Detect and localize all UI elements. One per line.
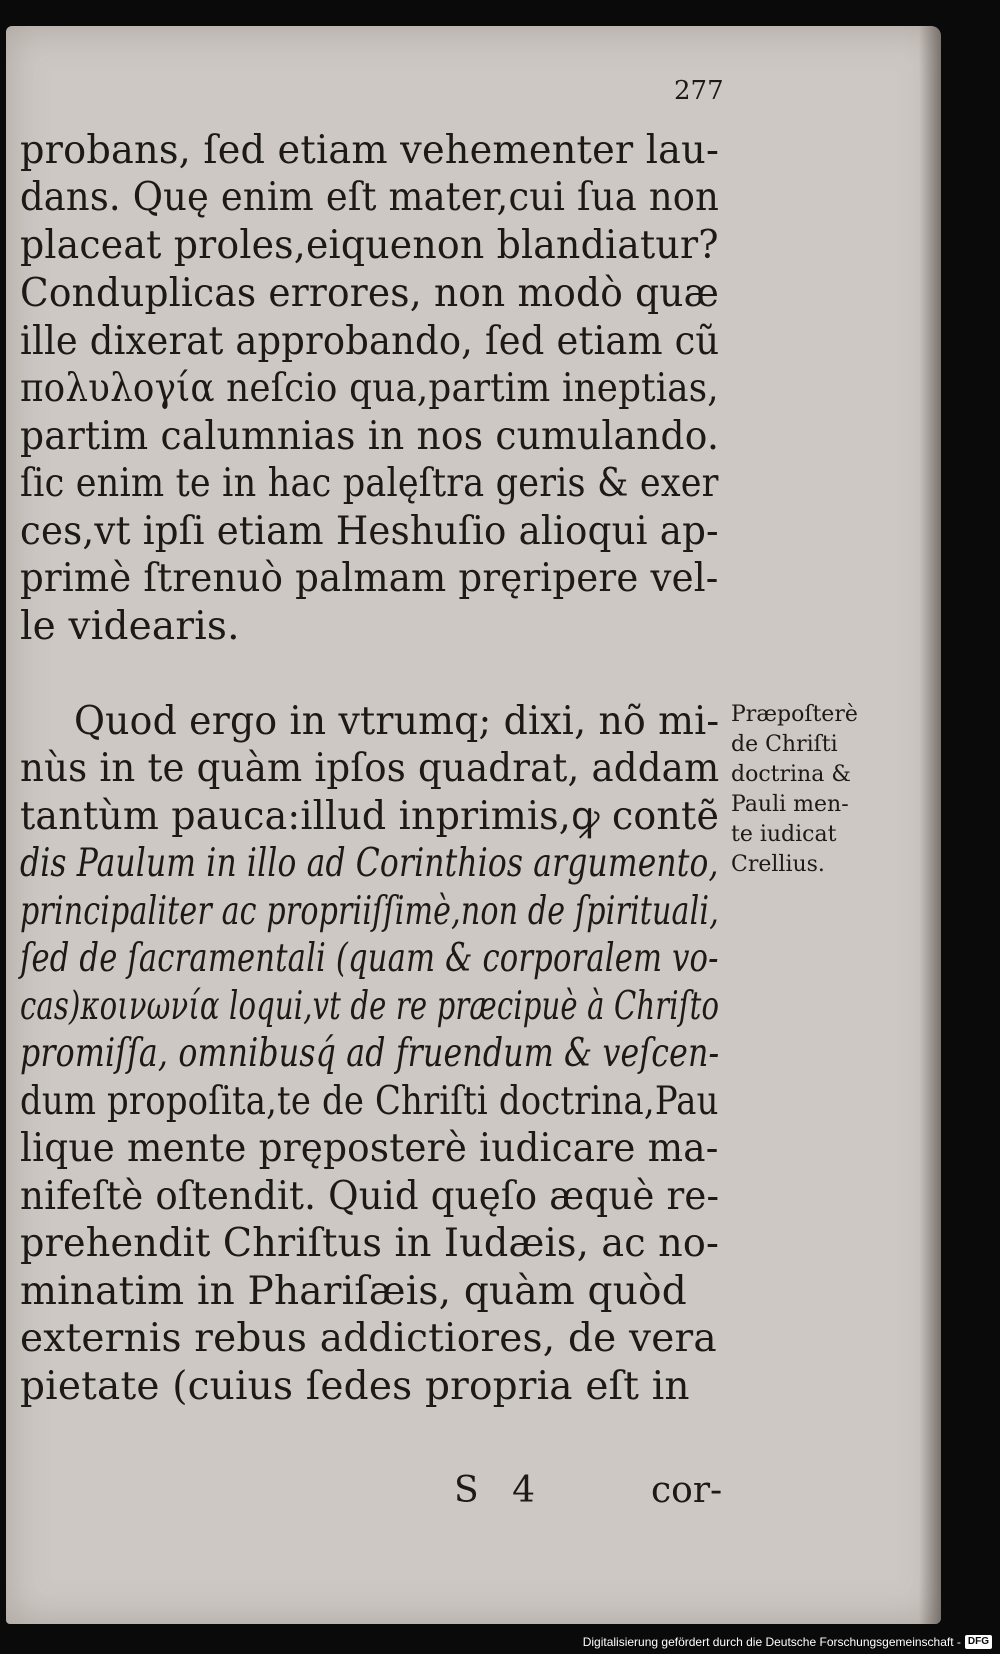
text-line: placeat proles,eiquenon blandiatur? (20, 223, 719, 268)
text-line: lique mente pręposterè iudicare ma- (20, 1126, 719, 1171)
text-line-italic: principaliter ac propriiſſimè,non de ſpirituali, (20, 889, 719, 934)
text-line: Quod ergo in vtrumq; dixi, nõ mi- (74, 699, 720, 744)
book-page (6, 26, 941, 1624)
text-line-italic: cas)κοινωνία loqui,vt de re præcipuè à Chriſto (20, 984, 720, 1029)
text-line: le videaris. (20, 604, 240, 649)
page-number: 277 (674, 76, 724, 106)
signature-mark: S 4 (454, 1470, 536, 1511)
text-line: pietate (cuius ſedes propria eſt in (20, 1364, 690, 1409)
marginal-note-line: doctrina & (731, 762, 851, 787)
marginal-note-line: Præpoſterè (731, 702, 858, 727)
text-line: ille dixerat approbando, ſed etiam cũ (20, 319, 720, 364)
dfg-logo: DFG (965, 1635, 992, 1649)
text-line: minatim in Phariſæis, quàm quòd (20, 1269, 687, 1314)
text-line-italic: ſed de ſacramentali (quam & corporalem vo- (20, 936, 719, 981)
text-line: dans. Quę enim eſt mater,cui ſua non (20, 175, 720, 220)
text-line: nùs in te quàm ipſos quadrat, addam (20, 746, 720, 791)
text-line: tantùm pauca:illud inprimis,ꝙ contẽ (20, 794, 720, 839)
marginal-note-line: te iudicat (731, 822, 837, 847)
text-line: dum propoſita,te de Chriſti doctrina,Pau (20, 1079, 719, 1124)
text-line-italic: promiſſa, omnibusq́ ad fruendum & veſcen- (20, 1031, 720, 1076)
text-line: primè ſtrenuò palmam pręripere vel- (20, 556, 719, 601)
page-edge-shadow (919, 26, 941, 1624)
text-line: ces,vt ipſi etiam Heshuſio alioqui ap- (20, 509, 719, 554)
text-line: probans, ſed etiam vehementer lau- (20, 128, 720, 173)
marginal-note-line: de Chriſti (731, 732, 838, 757)
text-line: Conduplicas errores, non modò quæ (20, 271, 720, 316)
text-line: partim calumnias in nos cumulando. (20, 414, 720, 459)
text-line: ſic enim te in hac palęſtra geris & exer (20, 461, 719, 506)
text-line: prehendit Chriſtus in Iudæis, ac no- (20, 1221, 720, 1266)
footer-credit: Digitalisierung gefördert durch die Deutsche Forschungsgemeinschaft - (582, 1635, 961, 1649)
text-line-italic: dis Paulum in illo ad Corinthios argumento, (20, 841, 719, 886)
text-line: πολυλογία neſcio qua,partim ineptias, (20, 366, 719, 411)
text-line: externis rebus addictiores, de vera (20, 1316, 717, 1361)
text-line: nifeſtè oſtendit. Quid quęſo æquè re- (20, 1174, 720, 1219)
digitization-footer (583, 1632, 992, 1652)
marginal-note-line: Pauli men- (731, 792, 849, 817)
marginal-note-line: Crellius. (731, 852, 825, 877)
catchword: cor- (651, 1470, 723, 1511)
